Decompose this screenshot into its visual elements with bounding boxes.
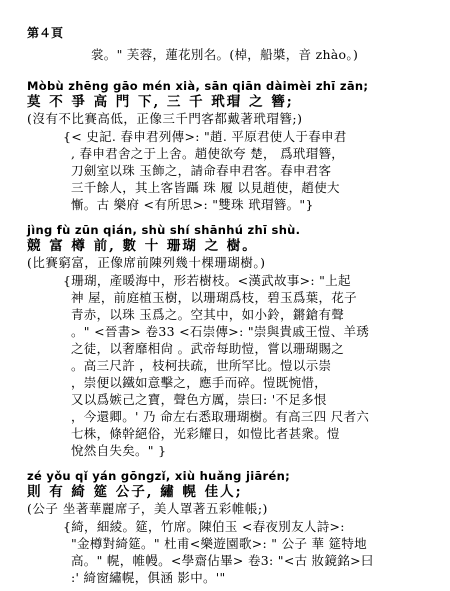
annotation-line: 之徒，以奢靡相尙 。武帝每助愷，嘗以珊瑚賜之 [71,341,345,356]
verse-line: 競 富 樽 前, 數 十 珊瑚 之 樹。 [27,238,258,254]
annotation-line: :' 綺窗繡幌，俱涵 影中。'" [71,570,226,585]
annotation-line: 青赤，以珠 玉爲之。空其中，如小鈴，鏘鎗有聲 [71,307,345,322]
annotation-line: {綺，細綾。筵，竹席。陳伯玉 <春夜別友人詩>: [63,519,345,534]
translation-line: (比賽窮富，正像席前陳列幾十棵珊瑚樹。) [27,255,266,270]
annotation-line: 刀劍室以珠 玉飾之，請命春申君客。春申君客 [71,163,332,178]
annotation-line: 神 屋，前庭植玉樹，以珊瑚爲枝，碧玉爲葉，花子 [71,290,357,305]
annotation-line: "金樽對綺筵。" 杜甫<樂遊園歌>: " 公子 華 筵特地 [71,536,367,551]
translation-line: (沒有不比賽高低，正像三千門客都戴著玳瑁簪;) [27,111,303,126]
pinyin-line: Mòbù zhēng gāo mén xià, sān qiān dàimèi zhī zān; [27,79,369,93]
annotation-line: 七株，條幹絕俗，光彩耀日，如愷比者甚衆。愷 [71,426,340,441]
annotation-line: {珊瑚，產暖海中，形若樹枝。<漢武故事>: "上起 [63,273,351,288]
pinyin-line: jìng fù zūn qián, shù shí shānhú zhī shù. [27,223,301,237]
verse-line: 則 有 綺 筵 公子, 繡 幌 佳人; [27,484,243,500]
annotation-line: 慚。古 樂府 <有所思>: "雙珠 玳瑁簪。"} [71,197,314,212]
pinyin-line: zé yǒu qǐ yán gōngzǐ, xiù huǎng jiārén; [27,469,290,483]
annotation-line: 又以爲嫉己之寶，聲色方厲，崇曰: '不足多恨 [71,392,327,407]
annotation-line: ，崇便以鐵如意擊之，應手而碎。愷既惋惜， [71,375,328,390]
annotation-line: ，今還卿。' 乃 命左右悉取珊瑚樹。有高三四 尺者六 [71,409,370,424]
annotation-line: 。" <晉書> 卷33 <石崇傳>: "崇與貴戚王愷、羊琇 [71,324,370,339]
annotation-line: {< 史記. 春申君列傳>: "趙. 平原君使人于春申君 [63,129,347,144]
translation-line: (公子 坐著華麗席子，美人罩著五彩帷帳;) [27,501,268,516]
page-number: 第４頁 [27,26,64,40]
annotation-line: 裳。" 芙蓉，蓮花別名。(棹，船槳，音 zhào。) [91,47,359,62]
verse-line: 莫 不 爭 高 門 下, 三 千 玳瑁 之 簪; [27,94,294,110]
annotation-line: 三千餘人，其上客皆躡 珠 履 以見趙使，趙使大 [71,180,340,195]
annotation-line: 。高三尺許 ，枝柯扶疏，世所罕比。愷以示崇 [71,358,332,373]
annotation-line: 悅然自失矣。" } [71,443,167,458]
annotation-line: 高。" 幌，帷幔。<學齋佔畢> 卷3: "<古 妝鏡銘>曰 [71,553,374,568]
annotation-line: , 春申君舍之于上舍。趙使欲夸 楚， 爲玳瑁簪， [71,146,345,161]
